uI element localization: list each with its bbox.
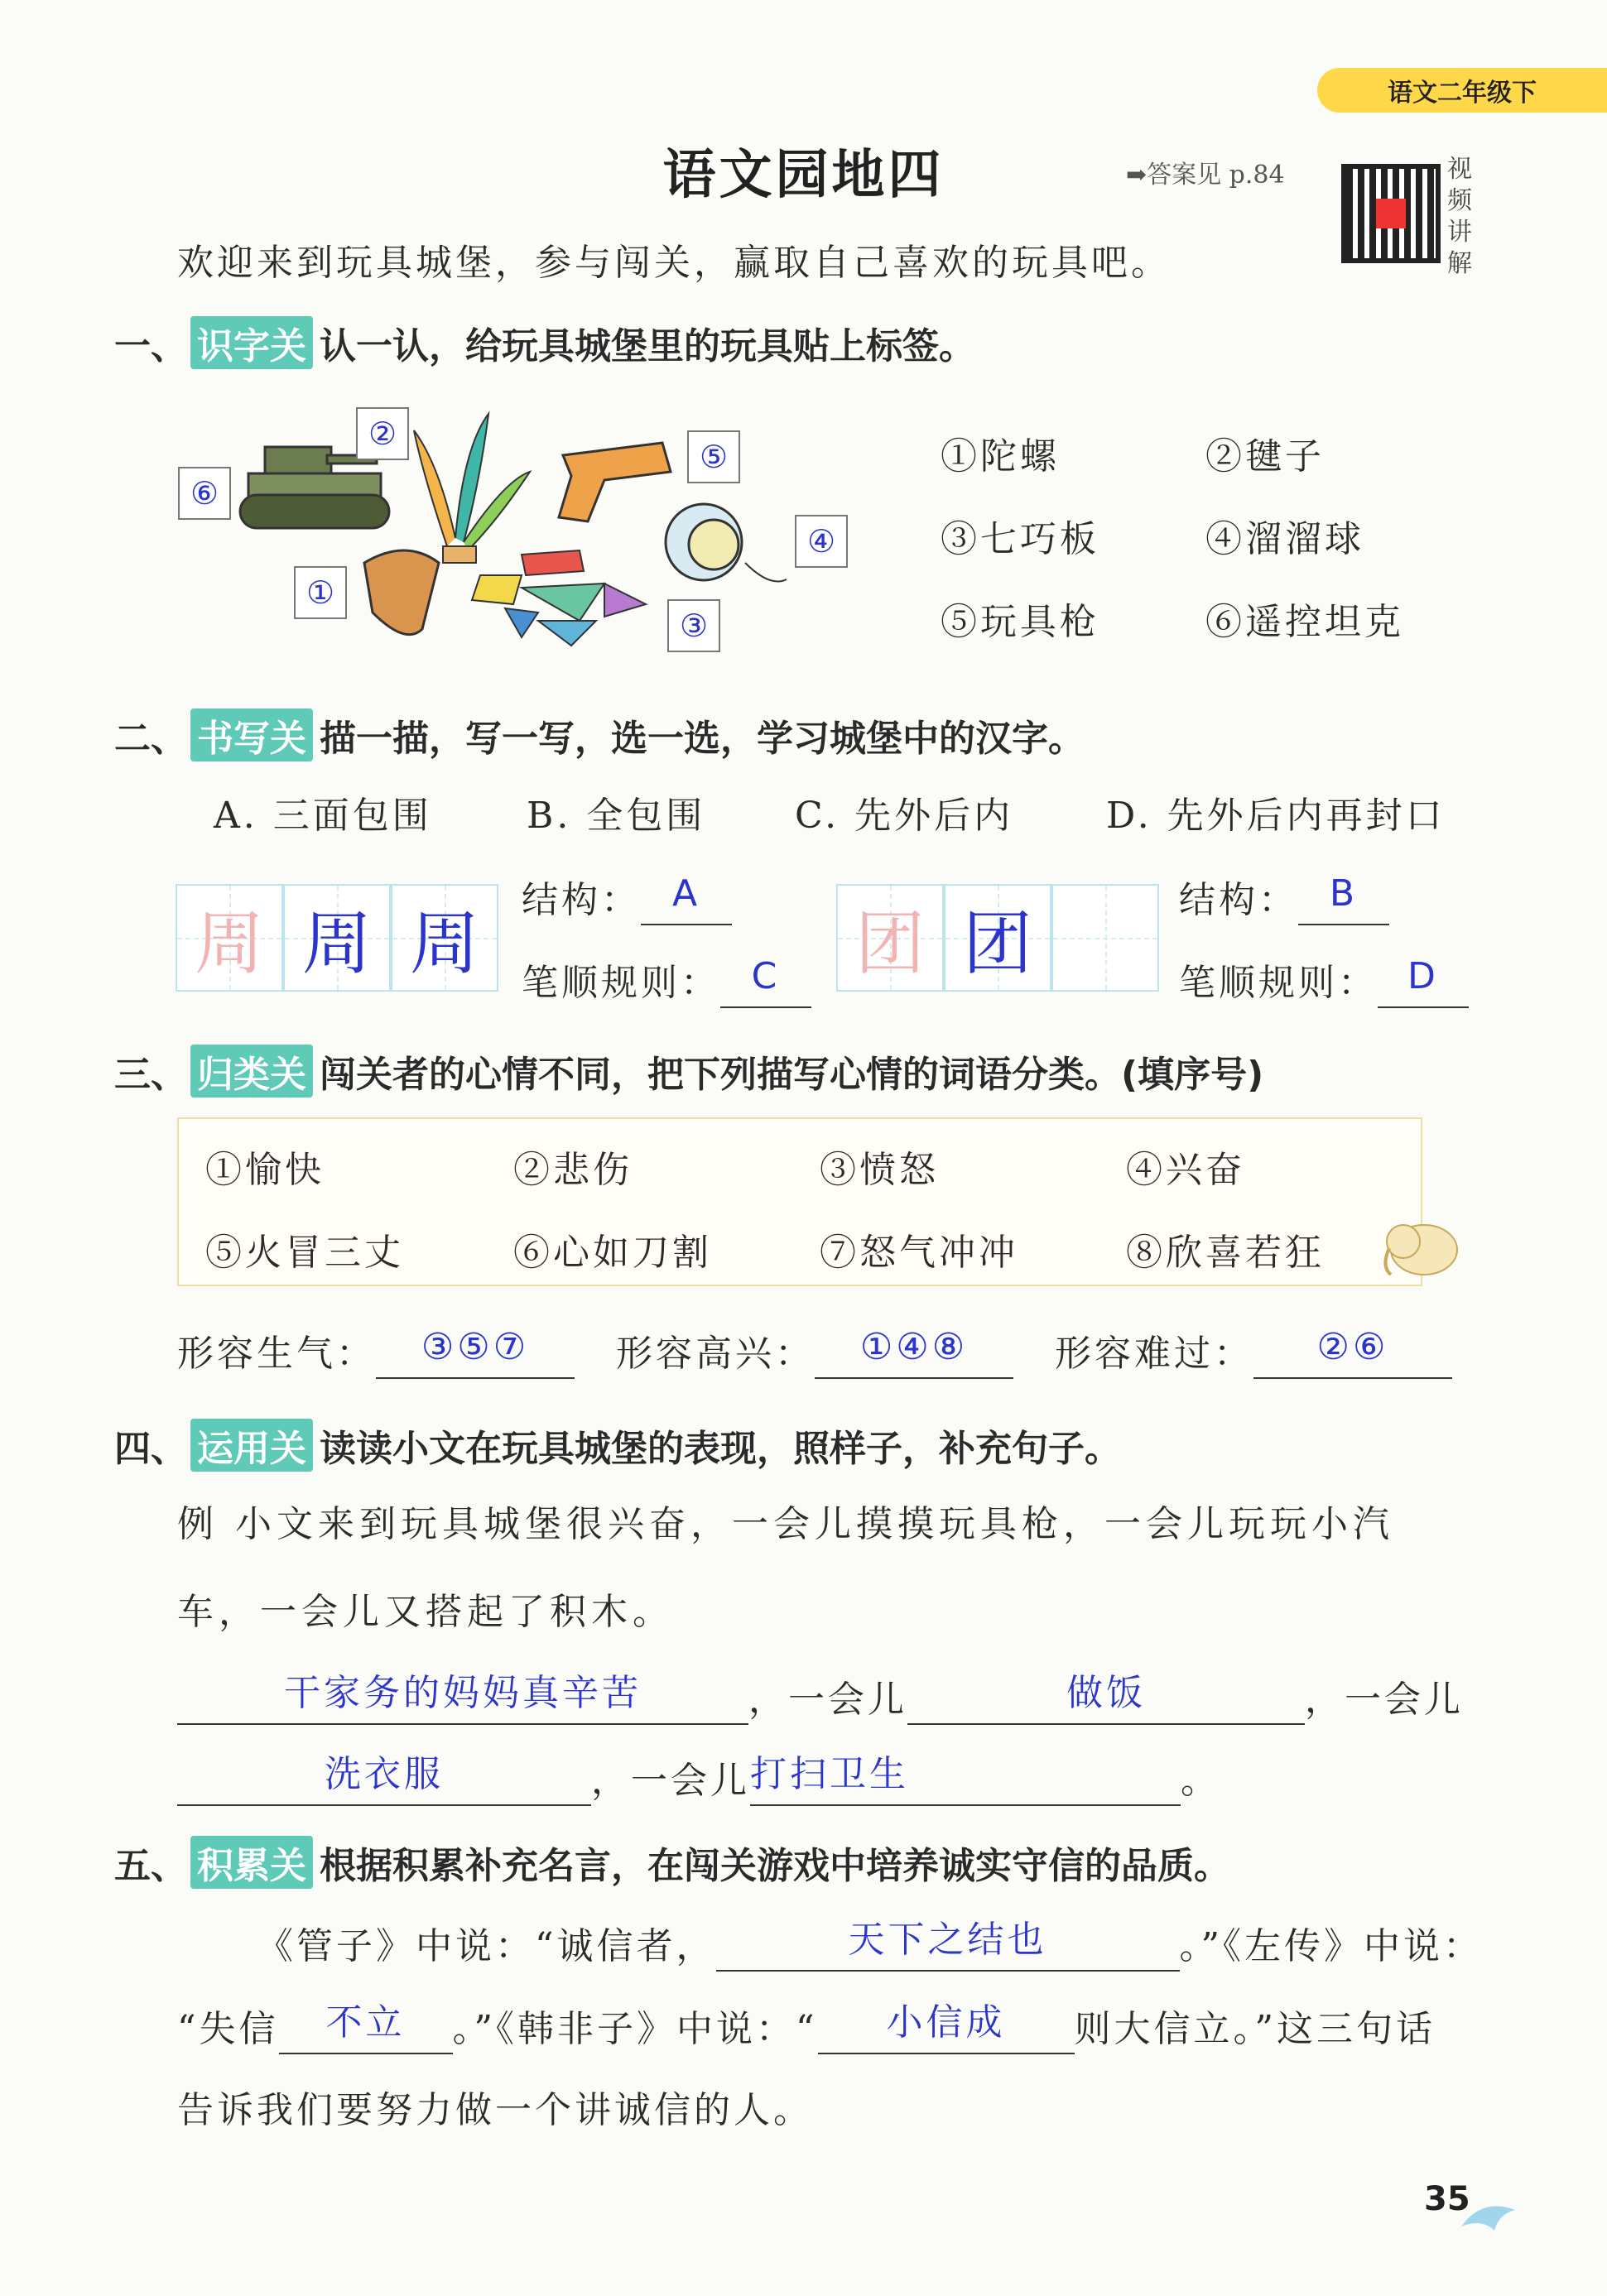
page-number: 35 <box>1424 2180 1470 2218</box>
sentence-answer-1[interactable]: 干家务的妈妈真辛苦 <box>177 1674 748 1725</box>
order-answer-1[interactable]: C <box>720 957 811 1008</box>
section-number: 三、 <box>114 1054 187 1096</box>
word-2: ②悲伤 <box>513 1149 633 1191</box>
label-box-5[interactable]: ⑤ <box>687 430 740 483</box>
order-row-2: 笔顺规则： D <box>1179 957 1469 1008</box>
word-6: ⑥心如刀割 <box>513 1232 712 1274</box>
order-row-1: 笔顺规则： C <box>522 957 811 1008</box>
section-instruction: 根据积累补充名言，在闯关游戏中培养诚实守信的品质。 <box>320 1845 1230 1887</box>
structure-row-2: 结构： B <box>1179 874 1389 925</box>
section-number: 四、 <box>114 1428 187 1470</box>
order-answer-2[interactable]: D <box>1378 957 1469 1008</box>
toy-gun-icon <box>559 443 671 521</box>
structure-answer-1[interactable]: A <box>641 874 732 925</box>
answer-row-happy: 形容高兴： ①④⑧ <box>616 1328 1013 1379</box>
label-box-1[interactable]: ① <box>294 566 347 619</box>
section3-heading <box>114 1045 1263 1098</box>
tangram-icon <box>472 550 646 646</box>
fill-line-1: 干家务的妈妈真辛苦 ，一会儿 做饭 ，一会儿 <box>177 1674 1464 1725</box>
word-5: ⑤火冒三丈 <box>205 1232 404 1274</box>
word-3: ③愤怒 <box>820 1149 939 1191</box>
quote-line-1: 《管子》中说：“诚信者， 天下之结也 。”《左传》中说： <box>257 1920 1483 1972</box>
answer-row-angry: 形容生气： ③⑤⑦ <box>177 1328 575 1379</box>
section-instruction: 认一认，给玩具城堡里的玩具贴上标签。 <box>320 325 975 367</box>
angry-answer[interactable]: ③⑤⑦ <box>376 1328 575 1379</box>
answer-reference: ➡答案见 p.84 <box>1126 161 1285 190</box>
grade-tab: 语文二年级下 <box>1317 68 1607 113</box>
section-instruction: 读读小文在玩具城堡的表现，照样子，补充句子。 <box>320 1428 1121 1470</box>
shuttlecock-icon <box>414 414 530 563</box>
choice-d: D. 先外后内再封口 <box>1106 795 1446 837</box>
write-cell[interactable]: 周 <box>391 884 498 992</box>
option-6: ⑥遥控坦克 <box>1205 601 1404 643</box>
sad-answer[interactable]: ②⑥ <box>1253 1328 1452 1379</box>
choice-a: A. 三面包围 <box>214 795 432 837</box>
trace-cell-zhou: 周 <box>176 884 283 992</box>
label-box-6[interactable]: ⑥ <box>178 467 231 520</box>
section-instruction: 描一描，写一写，选一选，学习城堡中的汉字。 <box>320 718 1085 760</box>
section-tag: 运用关 <box>190 1419 313 1472</box>
word-4: ④兴奋 <box>1126 1149 1245 1191</box>
fill-line-2: 洗衣服 ，一会儿打扫卫生 。 <box>177 1755 1220 1806</box>
page-title: 语文园地四 <box>662 145 945 206</box>
section2-heading <box>114 708 1085 761</box>
choice-b: B. 全包围 <box>527 795 706 837</box>
section5-heading <box>114 1836 1230 1889</box>
quote-answer-3[interactable]: 小信成 <box>818 2003 1075 2054</box>
toy-illustration <box>174 397 853 670</box>
intro-text: 欢迎来到玩具城堡，参与闯关，赢取自己喜欢的玩具吧。 <box>177 242 1171 284</box>
quote-answer-2[interactable]: 不立 <box>279 2003 453 2054</box>
example-line-1: 例 小文来到玩具城堡很兴奋，一会儿摸摸玩具枪，一会儿玩玩小汽 <box>177 1503 1394 1545</box>
write-cell[interactable]: 周 <box>283 884 391 992</box>
label-box-2[interactable]: ② <box>356 407 409 460</box>
section-number: 二、 <box>114 718 187 760</box>
section-tag: 积累关 <box>190 1836 313 1889</box>
section1-heading <box>114 316 975 369</box>
sentence-answer-4[interactable]: 打扫卫生 <box>750 1755 1181 1806</box>
label-box-3[interactable]: ③ <box>667 599 720 652</box>
option-1: ①陀螺 <box>941 435 1060 478</box>
section-instruction: 闯关者的心情不同，把下列描写心情的词语分类。(填序号) <box>320 1054 1264 1096</box>
elephant-icon <box>1374 1208 1465 1283</box>
word-8: ⑧欣喜若狂 <box>1126 1232 1325 1274</box>
quote-line-3: 告诉我们要努力做一个讲诚信的人。 <box>177 2089 813 2131</box>
word-1: ①愉快 <box>205 1149 325 1191</box>
section-number: 一、 <box>114 325 187 367</box>
write-cell[interactable]: 团 <box>944 884 1051 992</box>
sentence-answer-3[interactable]: 洗衣服 <box>177 1755 591 1806</box>
option-3: ③七巧板 <box>941 518 1099 560</box>
qr-code[interactable] <box>1341 164 1441 263</box>
quote-answer-1[interactable]: 天下之结也 <box>716 1920 1180 1972</box>
structure-answer-2[interactable]: B <box>1298 874 1389 925</box>
option-2: ②毽子 <box>1205 435 1325 478</box>
option-4: ④溜溜球 <box>1205 518 1364 560</box>
section-tag: 归类关 <box>190 1045 313 1098</box>
option-5: ⑤玩具枪 <box>941 601 1099 643</box>
dolphin-icon <box>1457 2193 1523 2235</box>
spinning-top-icon <box>364 550 439 635</box>
video-label: 视频讲解 <box>1447 155 1472 278</box>
section-number: 五、 <box>114 1845 187 1887</box>
example-line-2: 车，一会儿又搭起了积木。 <box>177 1591 674 1633</box>
structure-row-1: 结构： A <box>522 874 732 925</box>
happy-answer[interactable]: ①④⑧ <box>815 1328 1013 1379</box>
sentence-answer-2[interactable]: 做饭 <box>907 1674 1305 1725</box>
label-box-4[interactable]: ④ <box>795 515 848 568</box>
choice-c: C. 先外后内 <box>795 795 1014 837</box>
section-tag: 识字关 <box>190 316 313 369</box>
write-cell[interactable] <box>1051 884 1159 992</box>
section4-heading <box>114 1419 1121 1472</box>
yoyo-icon <box>666 504 787 582</box>
quote-line-2: “失信 不立 。”《韩非子》中说：“ 小信成 则大信立。”这三句话 <box>177 2003 1436 2054</box>
section-tag: 书写关 <box>190 708 313 761</box>
word-7: ⑦怒气冲冲 <box>820 1232 1018 1274</box>
trace-cell-tuan: 团 <box>836 884 944 992</box>
answer-row-sad: 形容难过： ②⑥ <box>1055 1328 1452 1379</box>
